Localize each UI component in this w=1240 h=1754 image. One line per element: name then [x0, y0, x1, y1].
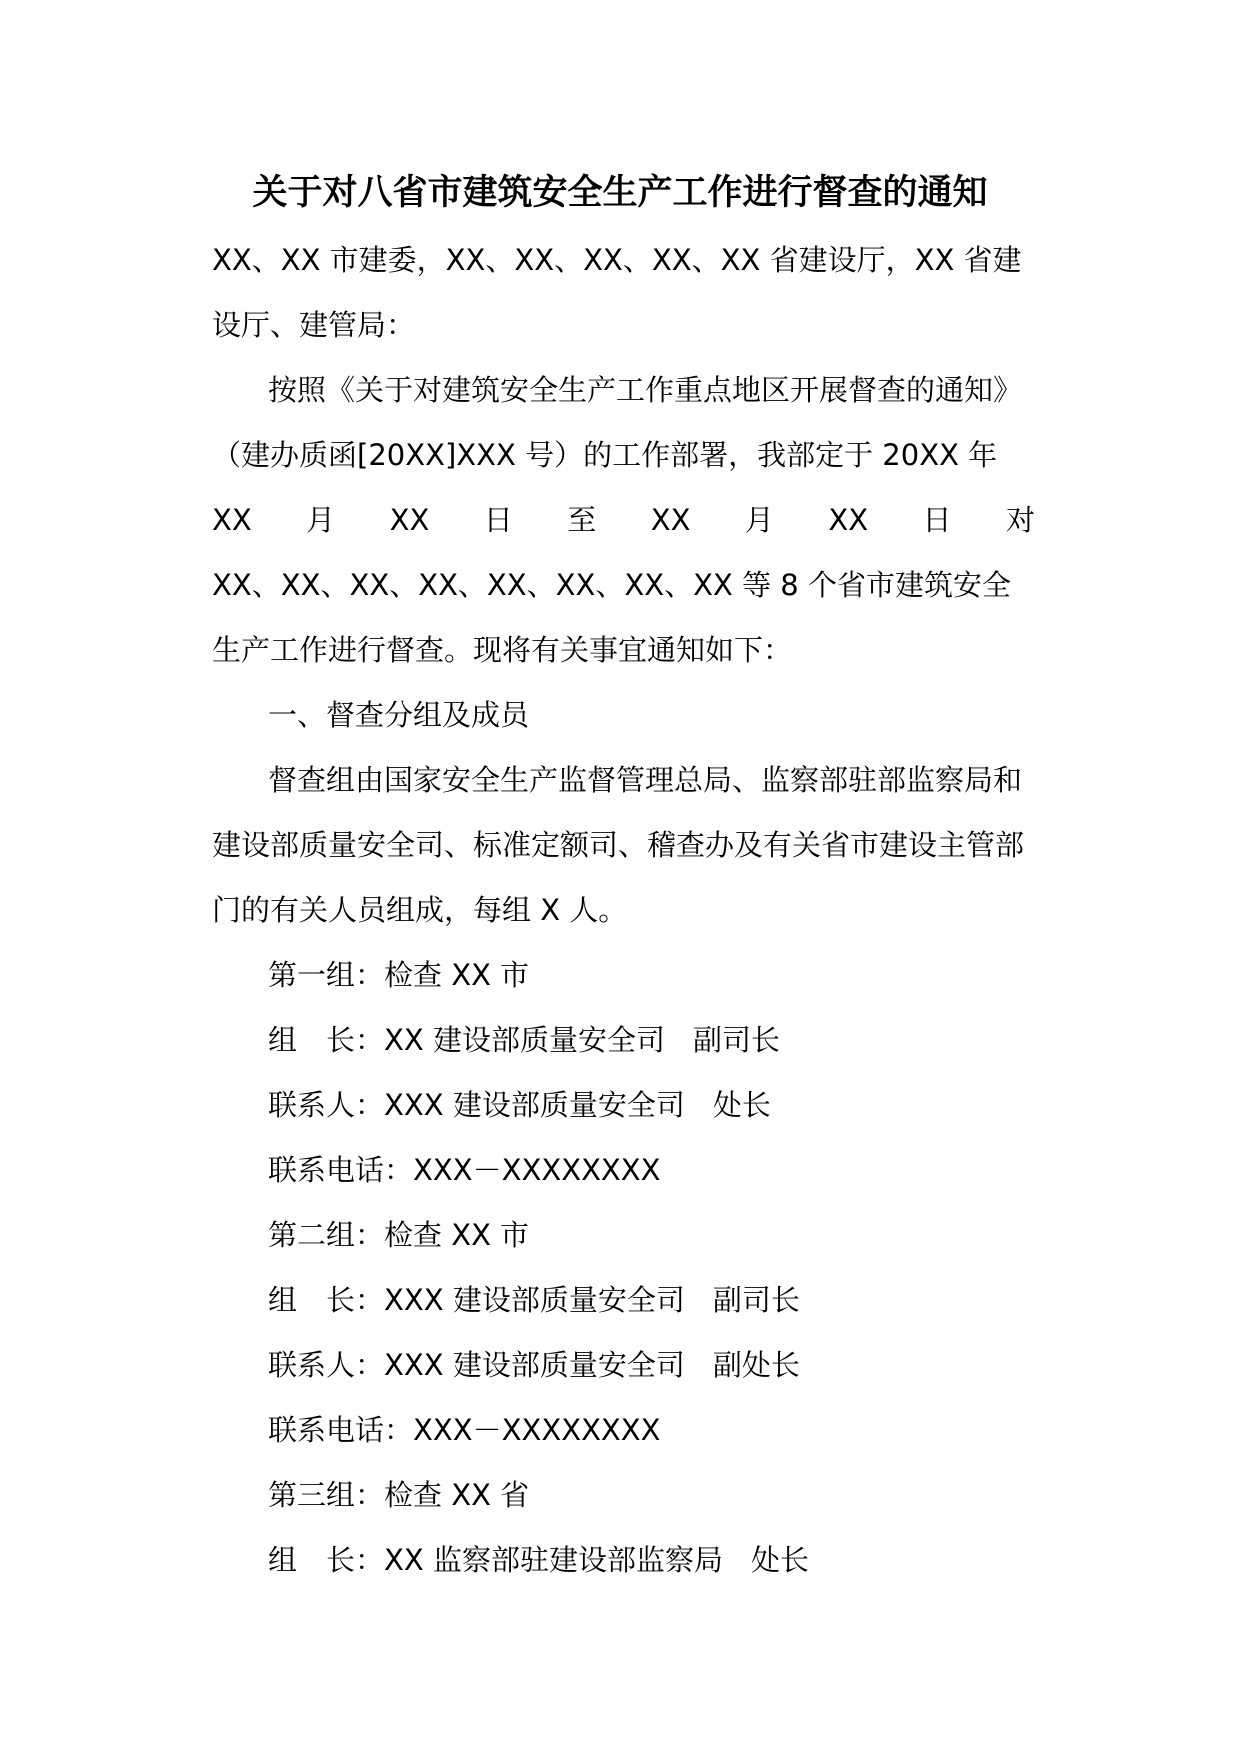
leader-label: 组 长： [268, 1543, 385, 1577]
document-title: 关于对八省市建筑安全生产工作进行督查的通知 [252, 173, 988, 213]
leader-value: XX 建设部质量安全司 [384, 1023, 665, 1057]
contact-title: 处长 [712, 1088, 771, 1122]
group-contact-line [268, 1080, 1035, 1130]
intro-line-2: （建办质函[20XX]XXX 号）的工作部署，我部定于 20XX 年 [212, 438, 998, 472]
intro-word: 日 [483, 503, 513, 537]
intro-line-3 [212, 495, 1035, 545]
addressee-line-2: 设厅、建管局： [212, 308, 416, 342]
group-leader-line [268, 1015, 1035, 1065]
group-phone: 联系电话：XXX－XXXXXXXX [268, 1153, 661, 1187]
intro-word: 至 [567, 503, 597, 537]
intro-line-5: 生产工作进行督查。现将有关事宜通知如下： [212, 633, 793, 667]
intro-word: 对 [1005, 503, 1035, 537]
group-contact-line [268, 1340, 1035, 1390]
section-heading: 一、督查分组及成员 [268, 698, 530, 732]
intro-line-4: XX、XX、XX、XX、XX、XX、XX、XX 等 8 个省市建筑安全 [212, 568, 1011, 602]
leader-title: 副司长 [712, 1283, 800, 1317]
leader-title: 副司长 [692, 1023, 780, 1057]
leader-label: 组 长： [268, 1283, 385, 1317]
group-leader-line [268, 1535, 1035, 1585]
addressee-line-1: XX、XX 市建委，XX、XX、XX、XX、XX 省建设厅，XX 省建 [212, 243, 1022, 277]
intro-word: 月 [744, 503, 774, 537]
group-name: 第一组：检查 XX 市 [268, 958, 530, 992]
contact-label: 联系人： [268, 1088, 385, 1122]
intro-word: 月 [306, 503, 336, 537]
leader-value: XXX 建设部质量安全司 [384, 1283, 685, 1317]
contact-value: XXX 建设部质量安全司 [384, 1348, 685, 1382]
section-body-line-1: 督查组由国家安全生产监督管理总局、监察部驻部监察局和 [268, 763, 1023, 797]
group-phone: 联系电话：XXX－XXXXXXXX [268, 1413, 661, 1447]
group-name: 第二组：检查 XX 市 [268, 1218, 530, 1252]
contact-label: 联系人： [268, 1348, 385, 1382]
section-body-line-3: 门的有关人员组成，每组 X 人。 [212, 893, 628, 927]
group-leader-line [268, 1275, 1035, 1325]
contact-title: 副处长 [712, 1348, 800, 1382]
intro-word: XX [212, 503, 252, 537]
leader-title: 处长 [750, 1543, 809, 1577]
intro-word: 日 [922, 503, 952, 537]
intro-word: XX [828, 503, 869, 537]
intro-line-1: 按照《关于对建筑安全生产工作重点地区开展督查的通知》 [268, 373, 1023, 407]
leader-label: 组 长： [268, 1023, 385, 1057]
group-name: 第三组：检查 XX 省 [268, 1478, 530, 1512]
contact-value: XXX 建设部质量安全司 [384, 1088, 685, 1122]
section-body-line-2: 建设部质量安全司、标准定额司、稽查办及有关省市建设主管部 [212, 828, 1025, 862]
leader-value: XX 监察部驻建设部监察局 [384, 1543, 723, 1577]
intro-word: XX [389, 503, 430, 537]
intro-word: XX [650, 503, 691, 537]
